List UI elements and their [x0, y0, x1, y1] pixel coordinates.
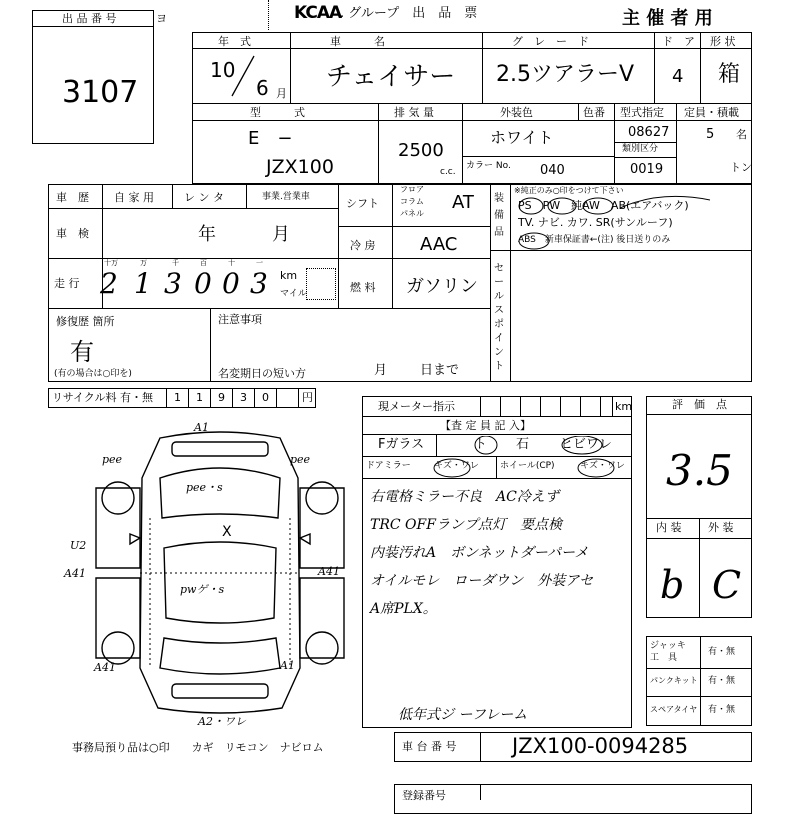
car-diagram	[60, 418, 360, 738]
lot-label: 出 品 番 号	[62, 12, 117, 25]
vdiv-4	[700, 32, 701, 104]
repair-label: 修復歴 箇所	[56, 315, 115, 328]
mark-rear-right: A1	[280, 659, 295, 672]
month-value: 6	[256, 76, 269, 100]
color-no-label: カラー No.	[466, 161, 511, 171]
hist-line-4	[48, 308, 490, 309]
class-label: 類別区分	[622, 144, 659, 154]
sdiv-2	[462, 103, 463, 184]
sales-point-label: セールスポイント	[494, 263, 504, 372]
remark-3: 内装汚れA ボンネットダーパーメ	[370, 545, 589, 561]
rec-div-6	[298, 388, 299, 408]
grade-score: 3.5	[666, 446, 733, 495]
ton-unit: トン	[730, 161, 752, 174]
rec-div-4	[254, 388, 255, 408]
car-name: チェイサー	[326, 62, 456, 92]
meter-label: 現メーター指示	[378, 400, 455, 413]
history-opt-private: 自 家 用	[114, 191, 154, 204]
color-value: ホワイト	[490, 128, 554, 147]
hist-line-1	[48, 208, 338, 209]
type-code: JZX100	[266, 156, 334, 178]
inspection-label: 車 検	[56, 227, 89, 240]
deadline-label: 名変期日の短い方	[218, 367, 306, 380]
lot-divider	[32, 26, 154, 27]
wheel-opt: キズ・ワレ	[580, 461, 625, 471]
equip-note: ※純正のみ○印をつけて下さい	[514, 186, 624, 195]
grade-label: グ レ ー ド	[512, 35, 589, 48]
vehicle-header-line	[192, 48, 752, 49]
notes-label: 注意事項	[218, 313, 262, 326]
glass-opt-2: 石	[516, 437, 530, 452]
meter-line	[362, 416, 632, 417]
disp-label: 排 気 量	[394, 106, 434, 119]
interior-label: 内 装	[656, 521, 682, 534]
mileage-km: km	[280, 269, 298, 282]
recycle-digit-4: 0	[262, 391, 269, 404]
hist-div-1	[338, 184, 339, 308]
mark-top-right: pee	[290, 453, 311, 466]
equip-label: 装 備 品	[494, 193, 504, 238]
exterior-grade: C	[712, 563, 742, 607]
typecert: 08627	[628, 125, 670, 140]
ac-label: 冷 房	[350, 239, 376, 252]
mileage-digit-0: 2	[100, 267, 118, 300]
vdiv-1	[290, 32, 291, 104]
grade-label: 評 価 点	[672, 398, 727, 411]
rec-div-2	[210, 388, 211, 408]
chassis-div	[480, 732, 481, 762]
mark-side-note: U2	[70, 539, 87, 552]
typecert-label: 型式指定	[620, 106, 664, 119]
meter-cell-div-7	[600, 396, 601, 416]
glass-opt-1: ト	[474, 437, 488, 452]
color-split	[462, 156, 614, 157]
registration-div	[480, 784, 481, 800]
spec-header-line	[192, 120, 752, 121]
rec-div-3	[232, 388, 233, 408]
history-opt-business: 事業.営業車	[262, 192, 310, 202]
mileage-digit-4: 0	[222, 267, 240, 300]
meter-cell-div	[480, 396, 481, 416]
chassis-number: JZX100-0094285	[512, 734, 689, 758]
grade-mid	[699, 518, 700, 618]
year-label: 年 式	[218, 35, 251, 48]
interior-grade: b	[660, 563, 685, 607]
mark-top-left: pee	[102, 453, 123, 466]
mileage-unit-4: 十	[228, 259, 235, 267]
hist-opt-div-2	[246, 184, 247, 208]
kcaa-logo: KCAA	[294, 3, 342, 23]
seats-unit: 名	[736, 128, 747, 141]
hist-line-3	[338, 226, 490, 227]
mileage-digit-3: 0	[194, 267, 212, 300]
mark-roof: pwゲ・s	[180, 583, 225, 596]
footer-note: 事務局預り品は○印 カギ リモコン ナビロム	[72, 741, 324, 754]
colornum-label: 色番	[583, 106, 605, 119]
equip-circles	[510, 194, 750, 250]
repair-value: 有	[70, 338, 94, 366]
name-label: 車 名	[330, 35, 385, 48]
mile-checkbox[interactable]	[306, 268, 336, 300]
cert-split	[614, 142, 676, 143]
recycle-digit-3: 3	[240, 391, 247, 404]
mark-rear-left: A41	[94, 661, 116, 674]
rec-div-5	[276, 388, 277, 408]
recycle-label: リサイクル料 有・無	[52, 391, 153, 404]
recycle-digit-2: 9	[218, 391, 225, 404]
sdiv-3	[614, 103, 615, 184]
type-label: 型 式	[250, 106, 305, 119]
recycle-digit-1: 1	[196, 391, 203, 404]
registration-box	[394, 784, 752, 814]
rec-div-1	[188, 388, 189, 408]
meter-cell-div-6	[580, 396, 581, 416]
frame-note: 低年式ジ ーフレーム	[398, 707, 528, 723]
cc-unit: c.c.	[440, 167, 456, 177]
equip-line-2: TV. ナビ. カワ. SR(サンルーフ)	[518, 216, 673, 229]
meter-cell-div-8	[612, 396, 613, 416]
spare-label: スペアタイヤ	[650, 705, 698, 714]
shift-sub-3: パネル	[400, 209, 424, 218]
recycle-yen: 円	[302, 391, 313, 404]
mileage-digit-2: 3	[164, 267, 182, 300]
wheel-label: ホイール(CP)	[500, 461, 555, 471]
deadline-day: 日まで	[420, 363, 460, 378]
mileage-unit-0: 十万	[104, 259, 118, 267]
vehicle-row-line	[192, 103, 752, 104]
chassis-label: 車 台 番 号	[402, 740, 457, 753]
inspection-year: 年	[198, 224, 216, 245]
mark-front: A1	[194, 421, 209, 434]
inspector-line	[362, 434, 632, 435]
inspector-circles	[420, 436, 632, 478]
mark-side-left: A41	[64, 567, 86, 580]
lot-number: 3107	[62, 75, 139, 110]
registration-label: 登録番号	[402, 789, 446, 802]
remark-2: TRC OFFランプ点灯 要点検	[370, 517, 562, 533]
mirror-opt: キズ・ワレ	[434, 461, 479, 471]
shift-label: シフト	[346, 197, 379, 210]
fuel-value: ガソリン	[406, 276, 478, 297]
hist-div-2	[392, 184, 393, 308]
group-title: . グループ 出 品 票	[340, 6, 478, 21]
capacity-label: 定員・積載	[684, 106, 739, 119]
meter-cell-div-3	[520, 396, 521, 416]
host-label: 主 催 者 用	[622, 8, 713, 29]
deadline-month: 月	[374, 363, 388, 378]
fuel-label: 燃 料	[350, 281, 376, 294]
inspector-label: 【査 定 員 記 入】	[440, 419, 531, 432]
remark-4: オイルモレ ローダウン 外装アセ	[370, 573, 594, 589]
meter-cell-div-4	[540, 396, 541, 416]
tools-mid	[700, 636, 701, 726]
vdiv-2	[482, 32, 483, 104]
sdiv-5	[578, 103, 579, 121]
inspection-month: 月	[272, 224, 290, 245]
spare-opt: 有・無	[708, 705, 736, 715]
mileage-unit-1: 万	[140, 259, 147, 267]
sdiv-4	[676, 103, 677, 184]
ac-value: AAC	[420, 234, 458, 255]
header-mark: ヨ	[156, 12, 167, 25]
top-dotted-line	[268, 0, 269, 30]
hist-div-3	[490, 184, 491, 382]
meter-cell-div-5	[560, 396, 561, 416]
mirror-line	[362, 478, 632, 479]
mirror-label: ドアミラー	[366, 461, 411, 471]
body-value: 箱	[718, 62, 741, 87]
mileage-mile: マイル	[280, 289, 307, 299]
hist-opt-div-1	[172, 184, 173, 208]
repair-div	[210, 308, 211, 382]
year-value: 10	[210, 58, 236, 82]
history-label: 車 歴	[56, 191, 89, 204]
mark-side-right: A41	[318, 565, 340, 578]
color-label: 外装色	[500, 106, 533, 119]
jack-label: ジャッキ 工 具	[650, 641, 686, 663]
exterior-label: 外 装	[708, 521, 734, 534]
tools-line-1	[646, 668, 752, 669]
sdiv-1	[378, 103, 379, 184]
glass-label: Fガラス	[378, 437, 425, 452]
equip-line	[490, 250, 752, 251]
shift-value: AT	[452, 192, 474, 213]
mileage-label: 走 行	[54, 277, 80, 290]
equip-line-3: ABS 新車保証書←(注) 後日送りのみ	[518, 235, 671, 245]
mileage-unit-2: 千	[172, 259, 179, 267]
remark-5: A席PLX。	[370, 601, 437, 617]
puncture-label: パンクキット	[650, 676, 698, 685]
mileage-unit-3: 百	[200, 259, 207, 267]
month-unit: 月	[276, 87, 287, 100]
remark-1: 右電格ミラー不良 AC冷えず	[370, 489, 559, 505]
glass-opt-3: ヒビワレ	[560, 437, 613, 452]
grade-value: 2.5ツアラーV	[496, 62, 635, 87]
grade-line-1	[646, 414, 752, 415]
body-label: 形 状	[710, 35, 736, 48]
mileage-digit-1: 1	[134, 267, 152, 300]
shift-sub-1: フロア	[400, 185, 424, 194]
rec-div-0	[166, 388, 167, 408]
tools-line-2	[646, 696, 752, 697]
seats: 5	[706, 127, 715, 142]
mark-hood: pee・s	[186, 481, 223, 494]
cert-split-2	[614, 157, 676, 158]
color-no: 040	[540, 163, 565, 178]
class-value: 0019	[630, 162, 664, 177]
repair-note: (有の場合は○印を)	[54, 369, 132, 379]
svg-text:X: X	[222, 524, 232, 540]
type-prefix: E −	[248, 128, 293, 149]
jack-opt: 有・無	[708, 647, 736, 657]
recycle-digit-0: 1	[174, 391, 181, 404]
doors-value: 4	[672, 66, 684, 87]
mileage-digit-5: 3	[250, 267, 268, 300]
vdiv-3	[654, 32, 655, 104]
meter-cell-div-2	[500, 396, 501, 416]
history-opt-rental: レ ン タ	[184, 191, 224, 204]
mark-rear: A2・ワレ	[198, 715, 246, 728]
shift-sub-2: コラム	[400, 197, 424, 206]
year-slash	[228, 52, 258, 100]
door-label: ド ア	[662, 35, 695, 48]
meter-km: km	[615, 400, 633, 413]
mileage-unit-5: 一	[256, 259, 263, 267]
equip-line-1: PS PW 純AW AB(エアバック)	[518, 199, 689, 212]
puncture-opt: 有・無	[708, 676, 736, 686]
displacement: 2500	[398, 140, 444, 161]
